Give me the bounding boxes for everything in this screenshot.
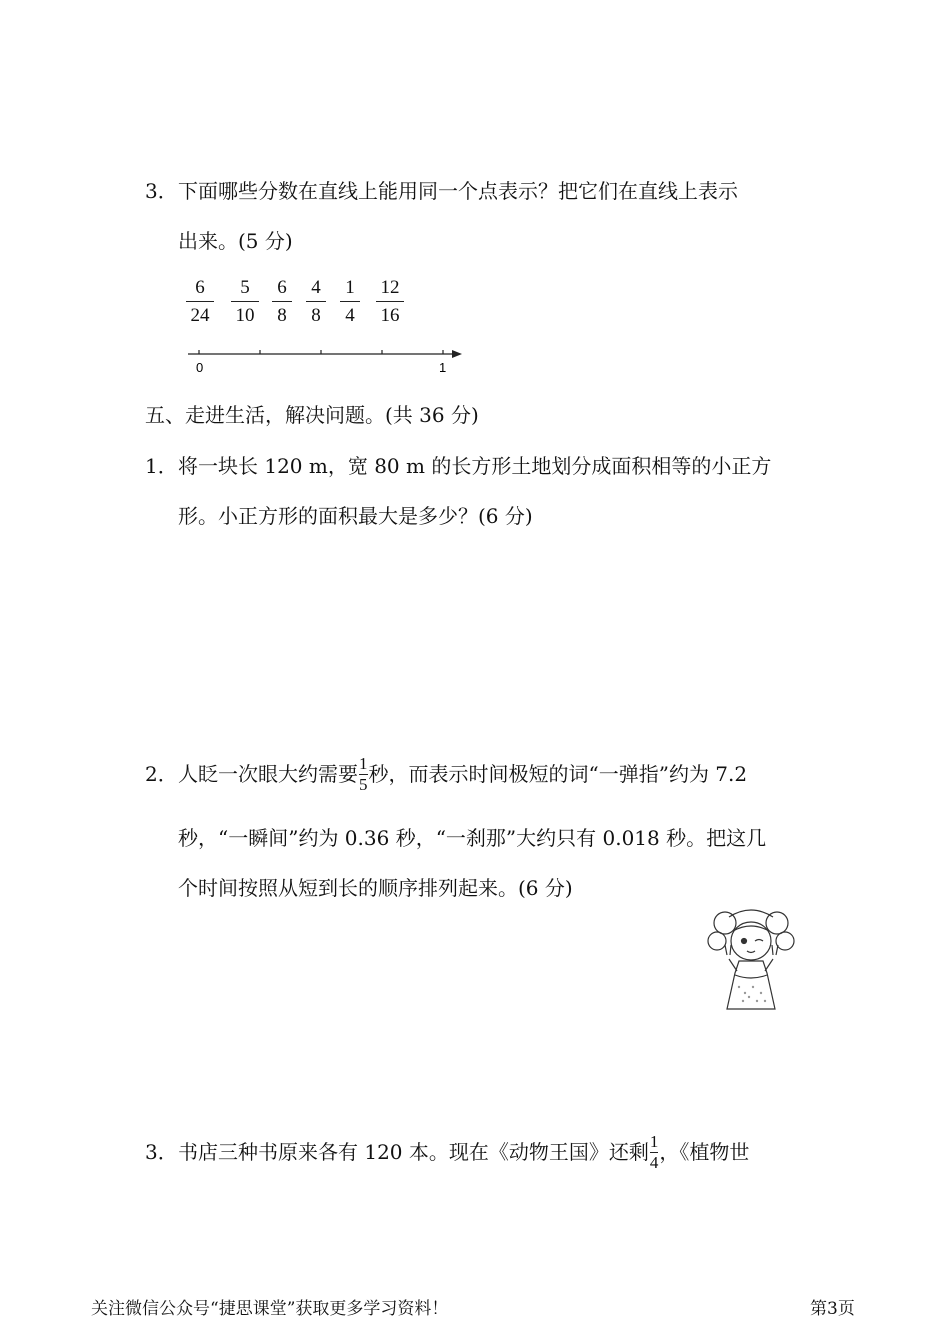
question-text-line2: 出来。(5 分) [178, 229, 293, 253]
fraction: 5 10 [231, 277, 259, 327]
hair-top [729, 910, 773, 917]
question-text-line1: 下面哪些分数在直线上能用同一个点表示？把它们在直线上表示 [178, 179, 738, 203]
question-text-line1: 书店三种书原来各有 120 本。现在《动物王国》还剩 $\frac{1}{4}$ ，《植物世 [178, 1131, 750, 1172]
dress [727, 961, 775, 1009]
hand-left [725, 945, 731, 955]
hand-right [772, 945, 778, 955]
number-line-arrow [452, 350, 462, 358]
question-text-line1: 人眨一次眼大约需要 $\frac{1}{5}$ 秒，而表示时间极短的词“一弹指”约为 7.2 [178, 753, 748, 794]
question-number: 2． [145, 762, 178, 786]
question-number: 1． [145, 454, 178, 478]
number-line [180, 340, 480, 380]
fraction: 1 4 [340, 277, 360, 327]
fraction: 12 16 [376, 277, 404, 327]
footer-note: 关注微信公众号“捷思课堂”获取更多学习资料！ [91, 1299, 449, 1319]
inline-fraction: $\frac{1}{5}$ [359, 753, 368, 794]
eye [742, 939, 747, 944]
question-text-line2: 形。小正方形的面积最大是多少？(6 分) [178, 504, 533, 528]
section-heading: 五、走进生活，解决问题。(共 36 分) [145, 403, 479, 427]
question-text-line2: 秒，“一瞬间”约为 0.36 秒，“一刹那”大约只有 0.018 秒。把这几 [178, 826, 767, 850]
girl-illustration [705, 905, 797, 1013]
question-text-line3: 个时间按照从短到长的顺序排列起来。(6 分) [178, 876, 573, 900]
question-text-line1: 将一块长 120 m，宽 80 m 的长方形土地划分成面积相等的小正方 [178, 454, 772, 478]
fraction: 4 8 [306, 277, 326, 327]
inline-fraction: $\frac{1}{4}$ [649, 1131, 659, 1172]
hair-puff [776, 932, 794, 950]
face [731, 922, 771, 960]
page-number: 第3页 [810, 1299, 855, 1319]
number-line-start-label: 0 [196, 360, 204, 375]
fraction: 6 24 [186, 277, 214, 327]
hair-puff [708, 932, 726, 950]
number-line-end-label: 1 [439, 360, 447, 375]
question-number: 3． [145, 1140, 178, 1164]
fraction: 6 8 [272, 277, 292, 327]
question-number: 3． [145, 179, 178, 203]
